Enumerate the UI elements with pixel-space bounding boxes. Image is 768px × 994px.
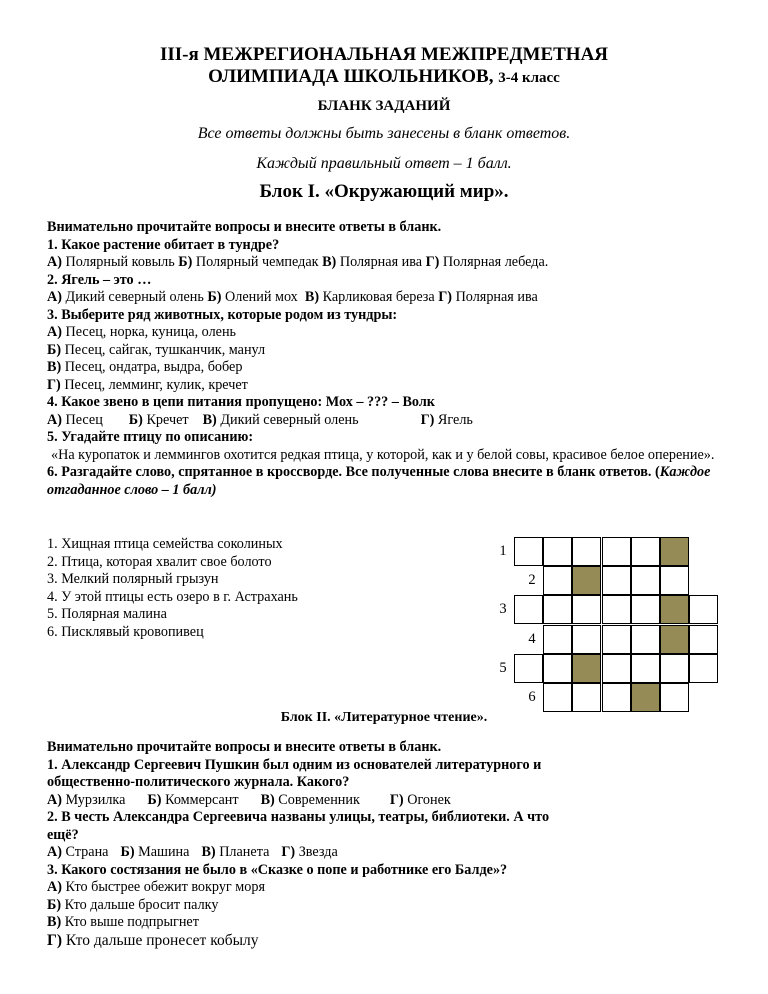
lit-answer-option-3a [47, 879, 737, 897]
crossword-cell [689, 625, 718, 654]
lit-answer-options-1 [47, 792, 737, 810]
option-text: Песец, ондатра, выдра, бобер [64, 359, 243, 375]
option-text: Дикий северный олень [220, 411, 359, 428]
option-text: Песец, лемминг, кулик, кречет [64, 376, 248, 393]
lit-answer-option-3b [47, 897, 737, 915]
clue-4: 4. У этой птицы есть озеро в г. Астрахань [47, 588, 298, 605]
option-text: Кто выше подпрыгнет [64, 914, 199, 930]
question-4: 4. Какое звено в цепи питания пропущено: Мох – ??? – Волк [47, 394, 435, 410]
crossword-cell [660, 595, 689, 624]
option-text: Коммерсант [165, 791, 239, 808]
answer-options-1 [47, 254, 737, 272]
crossword-row-number: 2 [528, 572, 536, 588]
option-text: Планета [219, 844, 270, 860]
grade-label: 3-4 класс [498, 70, 560, 86]
crossword-cell [689, 654, 718, 683]
crossword-cell [631, 625, 660, 654]
lit-question-2-line-2: ещё? [47, 826, 79, 843]
olympiad-title [0, 44, 768, 89]
form-subtitle: БЛАНК ЗАДАНИЙ [317, 98, 451, 114]
option-letter: А) [47, 254, 62, 270]
option-text: Песец [65, 411, 103, 428]
option-text: Кто дальше пронесет кобылу [65, 931, 259, 949]
clue-2: 2. Птица, которая хвалит свое болото [47, 553, 272, 570]
answer-options-2 [47, 289, 737, 307]
title-line-2: ОЛИМПИАДА ШКОЛЬНИКОВ, [208, 66, 494, 87]
crossword-cell [660, 683, 689, 712]
answer-options-4 [47, 412, 737, 430]
option-letter: Б) [47, 896, 62, 913]
crossword-cell [514, 537, 543, 566]
crossword-cell [543, 654, 572, 683]
option-text: Машина [138, 844, 190, 860]
option-letter: В) [304, 289, 320, 305]
crossword-cell [572, 654, 601, 683]
option-letter: Б) [178, 254, 193, 270]
option-letter: Б) [47, 341, 62, 358]
option-letter: А) [47, 844, 62, 860]
clue-5: 5. Полярная малина [47, 606, 167, 622]
crossword-cell [602, 654, 631, 683]
lit-question-1-line-1: 1. Александр Сергеевич Пушкин был одним из основателей литературного и [47, 756, 542, 773]
lit-answer-options-2 [47, 844, 737, 862]
option-text: Полярный ковыль [65, 254, 175, 270]
crossword-cell [572, 595, 601, 624]
option-letter: Б) [120, 844, 135, 860]
crossword-cell [631, 654, 660, 683]
option-text: Мурзилка [65, 791, 126, 808]
option-letter: Б) [207, 289, 222, 305]
option-letter: А) [47, 411, 62, 428]
lit-question-3: 3. Какого состязания не было в «Сказке о попе и работнике его Балде»? [47, 861, 508, 878]
question-6 [47, 464, 737, 499]
crossword-cell [602, 537, 631, 566]
crossword-row-number: 4 [528, 631, 536, 647]
crossword-cell [572, 625, 601, 654]
clue-1: 1. Хищная птица семейства соколиных [47, 536, 283, 552]
crossword-row-number: 5 [499, 660, 507, 676]
crossword-row-number: 6 [528, 689, 536, 705]
option-text: Песец, норка, куница, олень [65, 324, 237, 340]
crossword-cell [631, 537, 660, 566]
option-letter: В) [201, 844, 216, 860]
lit-question-2-line-1: 2. В честь Александра Сергеевича названы улицы, театры, библиотеки. А что [47, 809, 550, 825]
option-letter: Г) [389, 791, 404, 808]
question-6-text: 6. Разгадайте слово, спрятанное в кроссворде. Все полученные слова внесите в бланк ответов. ( [47, 464, 660, 480]
option-letter: В) [47, 914, 62, 930]
crossword-cell [543, 566, 572, 595]
question-1: 1. Какое растение обитает в тундре? [47, 236, 280, 253]
question-3: 3. Выберите ряд животных, которые родом из тундры: [47, 306, 398, 323]
crossword-cell [602, 566, 631, 595]
option-letter: Г) [281, 844, 296, 860]
option-text: Страна [65, 844, 109, 860]
crossword-cell [572, 683, 601, 712]
crossword-cell [602, 625, 631, 654]
option-letter: Б) [128, 411, 143, 428]
crossword-cell [543, 595, 572, 624]
option-text: Полярная лебеда. [442, 254, 549, 270]
answer-option-3b [47, 342, 737, 360]
answer-option-3a [47, 324, 737, 342]
note-points: Каждый правильный ответ – 1 балл. [256, 155, 512, 172]
option-text: Звезда [298, 844, 338, 860]
clue-6: 6. Писклявый кровопивец [47, 623, 204, 640]
option-text: Полярная ива [455, 289, 538, 305]
block1-instruction: Внимательно прочитайте вопросы и внесите ответы в бланк. [47, 219, 442, 235]
answer-option-3c [47, 359, 737, 377]
block1-heading: Блок I. «Окружающий мир». [259, 181, 509, 202]
option-letter: Б) [147, 791, 162, 808]
crossword-cell [631, 566, 660, 595]
crossword-cell [631, 595, 660, 624]
crossword-cell [543, 625, 572, 654]
option-letter: А) [47, 289, 62, 305]
crossword-cell [514, 654, 543, 683]
option-text: Дикий северный олень [65, 289, 204, 305]
option-text: Ягель [437, 411, 473, 428]
option-letter: Г) [47, 931, 63, 949]
option-text: Полярная ива [339, 254, 423, 270]
option-letter: Г) [420, 411, 435, 428]
clue-3: 3. Мелкий полярный грызун [47, 571, 219, 587]
lit-answer-option-3c [47, 914, 737, 932]
crossword-cell [543, 537, 572, 566]
option-letter: А) [47, 879, 62, 895]
answer-option-3d [47, 377, 737, 395]
option-text: Огонек [407, 791, 451, 808]
crossword-cell [602, 683, 631, 712]
crossword-cell [602, 595, 631, 624]
option-text: Олений мох [225, 289, 298, 305]
crossword-cell [660, 654, 689, 683]
question-5: 5. Угадайте птицу по описанию: [47, 429, 254, 445]
option-letter: А) [47, 791, 62, 808]
block2-questions [47, 739, 737, 949]
option-text: Кто дальше бросит палку [64, 896, 219, 913]
crossword-cell [514, 595, 543, 624]
crossword-cell [631, 683, 660, 712]
note-answers: Все ответы должны быть занесены в бланк ответов. [197, 125, 571, 142]
option-letter: А) [47, 324, 62, 340]
crossword-cell [660, 537, 689, 566]
crossword-cell [660, 625, 689, 654]
option-text: Карликовая береза [322, 289, 435, 305]
option-text: Песец, сайгак, тушканчик, манул [64, 341, 266, 358]
crossword-row-number: 3 [499, 601, 507, 617]
crossword-cell [689, 595, 718, 624]
crossword-cell [572, 566, 601, 595]
option-letter: В) [47, 359, 62, 375]
crossword-cell [572, 537, 601, 566]
option-letter: Г) [47, 376, 61, 393]
question-2: 2. Ягель – это … [47, 271, 152, 288]
option-letter: В) [322, 254, 337, 270]
block2-instruction: Внимательно прочитайте вопросы и внесите ответы в бланк. [47, 739, 442, 755]
block1-questions [47, 219, 737, 499]
question-6-note: Каждое отгаданное слово – 1 балл) [47, 464, 711, 498]
option-text: Кречет [146, 411, 189, 428]
option-text: Современник [278, 791, 360, 808]
lit-answer-option-3d [47, 932, 737, 950]
crossword-cell [660, 566, 689, 595]
crossword-cell [543, 683, 572, 712]
question-5-description: «На куропаток и леммингов охотится редкая птица, у которой, как и у белой совы, красивое белое оперение». [51, 446, 715, 463]
crossword-clues [47, 536, 298, 641]
option-letter: В) [202, 411, 217, 428]
option-text: Кто быстрее обежит вокруг моря [65, 879, 265, 895]
option-letter: Г) [425, 254, 440, 270]
option-letter: В) [260, 791, 275, 808]
option-text: Полярный чемпедак [195, 254, 319, 270]
block2-heading: Блок II. «Литературное чтение». [280, 710, 488, 725]
option-letter: Г) [438, 289, 453, 305]
title-line-1: III-я МЕЖРЕГИОНАЛЬНАЯ МЕЖПРЕДМЕТНАЯ [159, 44, 609, 65]
lit-question-1-line-2: общественно-политического журнала. Какого? [47, 774, 350, 790]
crossword-row-number: 1 [499, 543, 507, 559]
